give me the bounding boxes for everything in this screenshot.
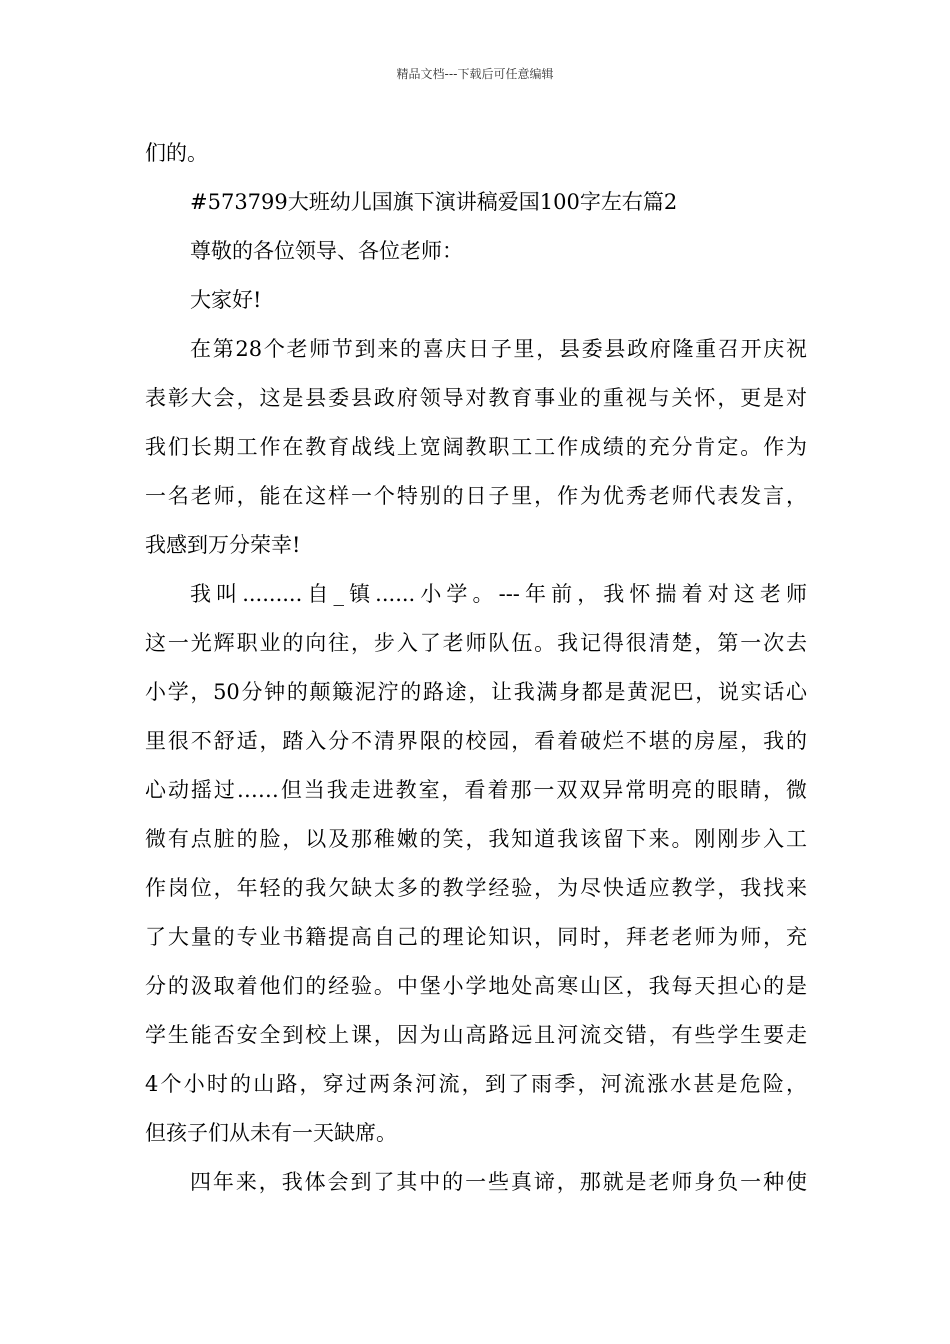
text-line: 我感到万分荣幸! xyxy=(145,533,301,557)
text-line: 微有点脏的脸，以及那稚嫩的笑，我知道我该留下来。刚刚步入工 xyxy=(145,827,807,851)
text-line: 们的。 xyxy=(145,141,208,165)
text-line: 尊敬的各位领导、各位老师： xyxy=(190,239,463,263)
text-line: 但孩子们从未有一天缺席。 xyxy=(145,1121,397,1145)
text-line: 在第28个老师节到来的喜庆日子里，县委县政府隆重召开庆祝 xyxy=(190,337,807,361)
text-line: 学生能否安全到校上课，因为山高路远且河流交错，有些学生要走 xyxy=(145,1023,807,1047)
text-line: 我叫.........自_镇......小学。---年前，我怀揣着对这老师 xyxy=(190,582,807,606)
text-line: 四年来，我体会到了其中的一些真谛，那就是老师身负一种使 xyxy=(190,1170,807,1194)
text-line: 这一光辉职业的向往，步入了老师队伍。我记得很清楚，第一次去 xyxy=(145,631,807,655)
text-line: 小学，50分钟的颠簸泥泞的路途，让我满身都是黄泥巴，说实话心 xyxy=(145,680,807,704)
text-line: 我们长期工作在教育战线上宽阔教职工工作成绩的充分肯定。作为 xyxy=(145,435,807,459)
text-line: 里很不舒适，踏入分不清界限的校园，看着破烂不堪的房屋，我的 xyxy=(145,729,807,753)
text-line: 了大量的专业书籍提高自己的理论知识，同时，拜老老师为师，充 xyxy=(145,925,807,949)
text-line: 作岗位，年轻的我欠缺太多的教学经验，为尽快适应教学，我找来 xyxy=(145,876,807,900)
document-body xyxy=(145,129,807,1207)
page-header: 精品文档---下载后可任意编辑 xyxy=(396,67,554,81)
text-line: 心动摇过……但当我走进教室，看着那一双双异常明亮的眼睛，微 xyxy=(145,778,807,802)
text-line: 分的汲取着他们的经验。中堡小学地处高寒山区，我每天担心的是 xyxy=(145,974,807,998)
text-line: 表彰大会，这是县委县政府领导对教育事业的重视与关怀，更是对 xyxy=(145,386,807,410)
text-line: 大家好! xyxy=(190,288,262,312)
text-line: 4个小时的山路，穿过两条河流，到了雨季，河流涨水甚是危险， xyxy=(145,1072,807,1096)
text-line: #573799大班幼儿国旗下演讲稿爱国100字左右篇2 xyxy=(190,190,678,214)
text-line: 一名老师，能在这样一个特别的日子里，作为优秀老师代表发言， xyxy=(145,484,807,508)
